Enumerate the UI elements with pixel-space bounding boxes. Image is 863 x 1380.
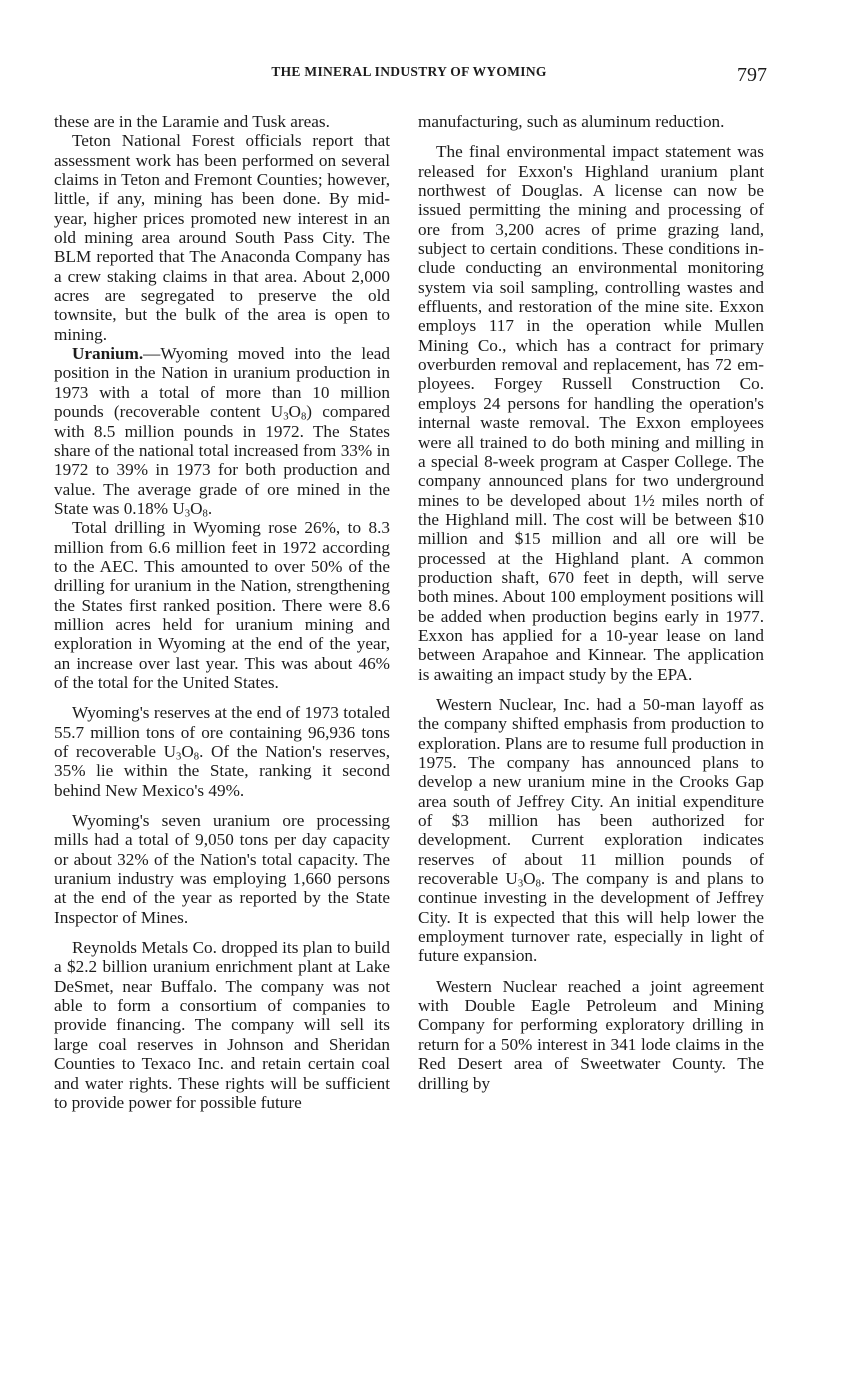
section-lead: Uranium. bbox=[72, 344, 144, 364]
right-column bbox=[418, 112, 764, 1093]
text-run: Western Nuclear, Inc. had a 50-man layoff as the company shifted emphasis from production to exploration. Plans are to resume full production in 1975. The company has announced plans to develop a new uranium mine in the Crooks Gap area south of Jeffrey City. An initial expenditure of $3 million has been authorized for development. Current exploration indicates reserves of about 11 million pounds of recoverable U bbox=[418, 694, 764, 889]
paragraph: Wyoming's seven uranium ore processing mills had a total of 9,050 tons per day capacity or about 32% of the Nation's total capacity. The uranium industry was employing 1,660 persons at the end of the year as reported by the State Inspector of Mines. bbox=[54, 811, 390, 927]
text-run: . bbox=[207, 498, 213, 518]
paragraph: Teton National Forest officials report that assessment work has been performed on several claims in Teton and Fremont Counties; however, little, if any, mining has been done. By mid-year, higher prices promoted new interest in an old mining area around South Pass City. The BLM reported that The Anaconda Company has a crew staking claims in that area. About 2,000 acres are segregated to preserve the old townsite, but the bulk of the area is open to mining. bbox=[54, 131, 390, 344]
paragraph: Reynolds Metals Co. dropped its plan to build a $2.2 billion uranium enrichment plant at Lake DeSmet, near Buffalo. The company was not able to form a consortium of companies to provide financing. The company will sell its large coal reserves in Johnson and Sheridan Counties to Texaco Inc. and retain certain coal and water rights. These rights will be sufficient to provide power for possible future bbox=[54, 938, 390, 1112]
subscript: 3 bbox=[176, 751, 182, 763]
text-run: . Of the Nation's reserves, 35% lie within the State, ranking it second behind New Mexico's 49%. bbox=[54, 742, 390, 800]
text-run: O bbox=[181, 742, 194, 761]
subscript: 8 bbox=[193, 751, 200, 763]
left-column bbox=[54, 112, 390, 1112]
subscript: 8 bbox=[535, 878, 541, 890]
paragraph-reserves bbox=[54, 703, 390, 800]
text-run: Wyoming's reserves at the end of 1973 totaled 55.7 million tons of ore containing 96,936 tons of recoverable U bbox=[54, 703, 390, 761]
paragraph: The final environmental impact statement was released for Exxon's Highland uranium plant northwest of Douglas. A license can now be issued permitting the mining and processing of ore from 3,200 acres of prime grazing land, subject to certain conditions. These conditions include conducting an environmental monitoring system via soil sampling, controlling wastes and effluents, and restoration of the mine site. Exxon employs 117 in the operation while Mullen Mining Co., which has a contract for primary overburden removal and replacement, has 72 employees. Forgey Russell Construction Co. employs 24 persons for handling the operation's internal waste removal. The Exxon employees were all trained to do both mining and milling in a special 8-week program at Casper College. The company announced plans for two underground mines to be developed about 1½ miles north of the Highland mill. The cost will be between $10 million and $15 million and all ore will be processed at the Highland plant. A common production shaft, 670 feet in depth, will serve both mines. About 100 employment positions will be added when production begins early in 1977. Exxon has applied for a 10-year lease on land between Arapahoe and Kinnear. The application is awaiting an impact study by the EPA. bbox=[418, 142, 764, 684]
subscript: 3 bbox=[283, 411, 289, 423]
text-run: . The company is and plans to continue investing in the development of Jeffrey City. It is expected that this will help lower the employment turnover rate, especially in light of future expansion. bbox=[418, 869, 765, 966]
page-number: 797 bbox=[737, 64, 767, 86]
running-title: THE MINERAL INDUSTRY OF WYOMING bbox=[271, 64, 547, 79]
text-run: O bbox=[523, 869, 536, 889]
subscript: 3 bbox=[184, 508, 191, 520]
subscript: 3 bbox=[517, 878, 524, 890]
paragraph: Western Nuclear reached a joint agreement with Double Eagle Petroleum and Mining Company for performing exploratory drilling in return for a 50% interest in 341 lode claims in the Red Desert area of Sweetwater County. The drilling by bbox=[418, 976, 764, 1093]
subscript: 8 bbox=[300, 411, 307, 423]
text-run: ) compared with 8.5 million pounds in 1972. The States share of the national total increased from 33% in 1972 to 39% in 1973 for both production and value. The average grade of ore mined in the State was 0.18% U bbox=[54, 402, 391, 518]
paragraph-western-nuclear bbox=[418, 695, 764, 966]
text-run: O bbox=[288, 402, 301, 422]
text-run: O bbox=[190, 498, 203, 518]
paragraph: these are in the Laramie and Tusk areas. bbox=[54, 112, 330, 131]
paragraph-uranium bbox=[54, 344, 390, 518]
subscript: 8 bbox=[202, 508, 208, 520]
paragraph: manufacturing, such as aluminum reduction. bbox=[418, 112, 725, 131]
text-run: —Wyoming moved into the lead position in the Nation in uranium production in 1973 with a total of more than 10 million pounds (recoverable content U bbox=[54, 344, 390, 422]
paragraph: Total drilling in Wyoming rose 26%, to 8.3 million from 6.6 million feet in 1972 according to the AEC. This amounted to over 50% of the drilling for uranium in the Nation, strengthening the States first ranked position. There were 8.6 million acres held for uranium mining and exploration in Wyoming at the end of the year, an increase over last year. This was about 46% of the total for the United States. bbox=[54, 518, 390, 692]
